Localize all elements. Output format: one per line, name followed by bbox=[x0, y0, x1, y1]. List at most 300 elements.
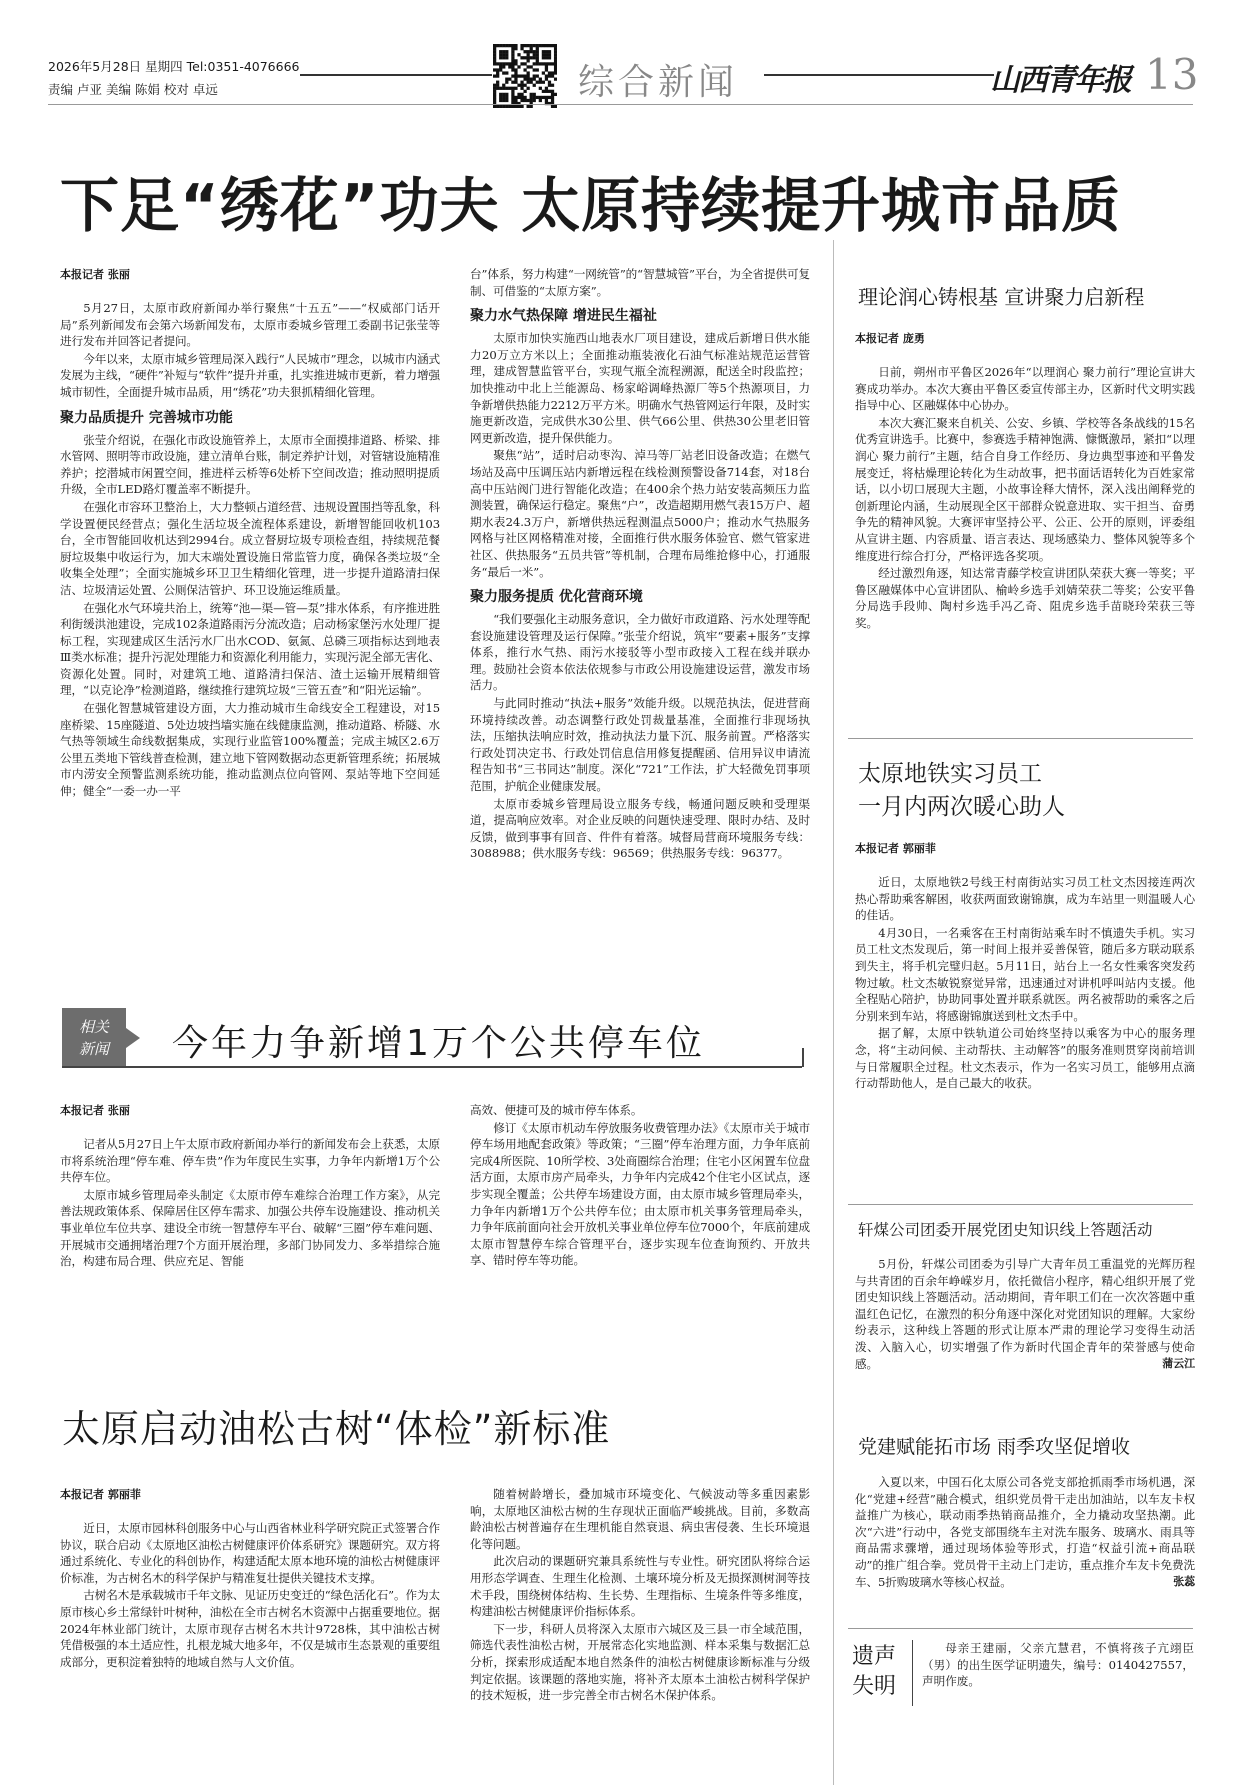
qr-module bbox=[505, 53, 508, 56]
qr-module bbox=[527, 59, 530, 62]
qr-module bbox=[493, 53, 496, 56]
qr-module bbox=[530, 81, 533, 84]
qr-module bbox=[551, 84, 554, 87]
qr-module bbox=[520, 93, 523, 96]
paragraph: 本次大赛汇聚来自机关、公安、乡镇、学校等各条战线的15名优秀宣讲选手。比赛中，参赛选手精神饱满、慷慨激昂，紧扣“以理润心 聚力前行”主题，结合自身工作经历、身边典型事迹和平鲁发展变迁，将枯燥理论转化为生动故事，把书面话语转化为百姓家常话，以小切口展现大主题，小故事诠释大情怀，深入浅出阐释党的创新理论内涵，生动展现全区干部群众锐意进取、实干担当、奋勇争先的精神风貌。大赛评审坚持公平、公正、公开的原则，评委组从宣讲主题、内容质量、语言表达、现场感染力、整体风貌等多个维度进行综合打分，严格评选各奖项。 bbox=[855, 415, 1195, 563]
sidebar-a2-body bbox=[855, 874, 1195, 1204]
qr-module bbox=[520, 96, 523, 99]
paragraph: 在强化智慧城管建设方面，大力推动城市生命线安全工程建设，对15座桥梁、15座隧道、5处边坡挡墙实施在线健康监测，推动道路、桥隧、水气热等领域生命线数据集成，实现行业监管100%覆盖；完成主城区2.6万公里五类地下管线普查检测，建立地下管网数据动态更新管理系统；拓展城市内涝安全预警监测系统功能，推动监测点位向管网、泵站等地下空间延伸；健全“一委一办一平 bbox=[60, 701, 440, 799]
qr-module bbox=[511, 56, 514, 59]
qr-module bbox=[493, 96, 496, 99]
subheading: 聚力水气热保障 增进民生福祉 bbox=[470, 308, 657, 325]
qr-module bbox=[551, 62, 554, 65]
qr-module bbox=[536, 62, 539, 65]
main-headline: 下足“绣花”功夫 太原持续提升城市品质 bbox=[60, 171, 1122, 240]
qr-module bbox=[523, 68, 526, 71]
qr-module bbox=[517, 74, 520, 77]
sidebar-a1-byline: 本报记者 庞勇 bbox=[855, 332, 925, 345]
sidebar-a1-body bbox=[855, 364, 1195, 709]
qr-module bbox=[511, 99, 514, 102]
qr-module bbox=[505, 105, 508, 108]
qr-module bbox=[545, 50, 548, 53]
qr-module bbox=[548, 53, 551, 56]
qr-module bbox=[505, 71, 508, 74]
tree-article-col1 bbox=[60, 1520, 440, 1760]
qr-module bbox=[508, 78, 511, 81]
qr-module bbox=[496, 62, 499, 65]
qr-module bbox=[554, 47, 557, 50]
qr-module bbox=[511, 44, 514, 47]
qr-module bbox=[496, 68, 499, 71]
qr-module bbox=[511, 62, 514, 65]
qr-module bbox=[511, 47, 514, 50]
qr-module bbox=[520, 74, 523, 77]
paragraph: 记者从5月27日上午太原市政府新闻办举行的新闻发布会上获悉，太原市将系统治理“停车难、停车贵”作为年度民生实事，力争年内新增1万个公共停车位。 bbox=[60, 1137, 440, 1185]
related-banner-rule-end bbox=[802, 1048, 804, 1067]
qr-module bbox=[551, 105, 554, 108]
paragraph: 经过激烈角逐，知达常青藤学校宣讲团队荣获大赛一等奖；平鲁区融媒体中心宣讲团队、榆岭乡选手刘婧荣获二等奖；公安平鲁分局选手段帅、陶村乡选手冯乙奇、阻虎乡选手苗晓玲荣获三等奖。 bbox=[855, 566, 1195, 630]
paragraph: 古树名木是承载城市千年文脉、见证历史变迁的“绿色活化石”。作为太原市核心乡土常绿针叶树种，油松在全市古树名木资源中占据重要地位。据2024年林业部门统计，太原市现存古树名木共计9728株，其中油松古树凭借极强的本土适应性，扎根龙城大地多年，不仅是城市生态景观的重要组成部分，更积淀着独特的地域自然与人文价值。 bbox=[60, 1588, 440, 1669]
qr-module bbox=[514, 78, 517, 81]
qr-module bbox=[493, 47, 496, 50]
qr-module bbox=[542, 44, 545, 47]
qr-module bbox=[551, 71, 554, 74]
qr-module bbox=[508, 65, 511, 68]
page-number: 13 bbox=[1145, 50, 1199, 99]
qr-module bbox=[539, 96, 542, 99]
related-headline: 今年力争新增1万个公共停车位 bbox=[172, 1023, 705, 1064]
paragraph: 随着树龄增长，叠加城市环境变化、气候波动等多重因素影响，太原地区油松古树的生存现状正面临严峻挑战。目前，多数高龄油松古树普遍存在生理机能自然衰退、病虫害侵袭、生长环境退化等问题。 bbox=[470, 1487, 810, 1551]
qr-module bbox=[505, 78, 508, 81]
qr-module bbox=[542, 53, 545, 56]
qr-module bbox=[539, 44, 542, 47]
qr-module bbox=[530, 78, 533, 81]
qr-module bbox=[536, 68, 539, 71]
qr-module bbox=[502, 56, 505, 59]
qr-module bbox=[514, 87, 517, 90]
qr-module bbox=[502, 53, 505, 56]
qr-module bbox=[527, 74, 530, 77]
qr-module bbox=[527, 71, 530, 74]
qr-module bbox=[551, 74, 554, 77]
qr-module bbox=[523, 78, 526, 81]
qr-module bbox=[511, 59, 514, 62]
qr-module bbox=[502, 65, 505, 68]
qr-module bbox=[554, 93, 557, 96]
qr-module bbox=[536, 56, 539, 59]
paragraph: 在强化水气环境共治上，统筹“池—渠—管—泵”排水体系，有序推进胜利街缓洪池建设，完成102条道路雨污分流改造；启动杨家堡污水处理厂提标工程，实现建成区生活污水厂出水COD、氨氮、总磷三项指标达到地表Ⅲ类水标准；提升污泥处理能力和资源化利用能力，实现污泥全部无害化、资源化处置。同时，对建筑工地、道路清扫保洁、渣土运输开展精细管理，“以克论净”检测道路，继续推行建筑垃圾“三管五查”和“阳光运输”。 bbox=[60, 600, 440, 698]
qr-module bbox=[511, 81, 514, 84]
qr-module bbox=[533, 74, 536, 77]
qr-module bbox=[548, 62, 551, 65]
qr-module bbox=[545, 96, 548, 99]
qr-module bbox=[545, 99, 548, 102]
qr-module bbox=[505, 99, 508, 102]
qr-module bbox=[554, 65, 557, 68]
qr-module bbox=[496, 87, 499, 90]
qr-module bbox=[496, 74, 499, 77]
qr-module bbox=[530, 56, 533, 59]
sidebar-a2-byline: 本报记者 郭丽菲 bbox=[855, 842, 936, 855]
qr-module bbox=[536, 47, 539, 50]
paper-name-logo: 山西青年报 bbox=[990, 63, 1130, 98]
qr-module bbox=[530, 65, 533, 68]
qr-module bbox=[551, 44, 554, 47]
qr-module bbox=[493, 87, 496, 90]
paragraph: 此次启动的课题研究兼具系统性与专业性。研究团队将综合运用形态学调查、生理生化检测、土壤环境分析及无损探测树洞等技术手段，围绕树体结构、生长势、生理指标、生境条件等多维度，构建油松古树健康评价指标体系。 bbox=[470, 1554, 810, 1619]
qr-module bbox=[523, 74, 526, 77]
sidebar-rule-1 bbox=[848, 738, 1193, 739]
qr-module bbox=[520, 105, 523, 108]
qr-module bbox=[496, 44, 499, 47]
qr-module bbox=[533, 99, 536, 102]
qr-module bbox=[551, 93, 554, 96]
qr-module bbox=[493, 44, 496, 47]
paragraph: 与此同时推动“执法+服务”效能升级。以规范执法，促进营商环境持续改善。动态调整行政处罚裁量基准，全面推行非现场执法，压缩执法响应时效，推动执法力量下沉、服务前置。严格落实行政处罚决定书、行政处罚信息信用修复提醒函、信用异议申请流程告知书“三书同达”制度。深化“721”工作法，扩大轻微免罚事项范围，护航企业健康发展。 bbox=[470, 696, 810, 794]
qr-module bbox=[511, 105, 514, 108]
qr-code-graphic bbox=[493, 44, 557, 108]
paragraph: 5月份，轩煤公司团委为引导广大青年员工重温党的光辉历程与共青团的百余年峥嵘岁月，依托微信小程序，精心组织开展了党团史知识线上答题活动。活动期间，青年职工们在一次次答题中重温红色记忆，在激烈的积分角逐中深化对党团知识的理解。大家纷纷表示，这种线上答题的形式让原本严肃的理论学习变得生动活泼、入脑入心，切实增强了作为新时代国企青年的荣誉感与使命感。 蒲云江 bbox=[855, 1257, 1195, 1371]
qr-module bbox=[548, 96, 551, 99]
qr-module bbox=[533, 50, 536, 53]
main-article-col1 bbox=[60, 300, 440, 990]
header-rule-left bbox=[300, 74, 492, 76]
qr-module bbox=[523, 90, 526, 93]
qr-module bbox=[517, 53, 520, 56]
qr-module bbox=[514, 47, 517, 50]
qr-module bbox=[499, 56, 502, 59]
qr-module bbox=[527, 105, 530, 108]
qr-module bbox=[508, 105, 511, 108]
paragraph: “我们要强化主动服务意识，全力做好市政道路、污水处理等配套设施建设管理及运行保障。”张莹介绍说，筑牢“要素+服务”支撑体系，推行水气热、雨污水接驳等小型市政接入工程在线并联办理。鼓励社会资本依法依规参与市政公用设施建设运营，激发市场活力。 bbox=[470, 612, 810, 693]
qr-module bbox=[548, 81, 551, 84]
paragraph: 台”体系，努力构建“一网统管”的“智慧城管”平台，为全省提供可复制、可借鉴的“太原方案”。 bbox=[470, 267, 810, 298]
qr-module bbox=[511, 65, 514, 68]
qr-module bbox=[551, 90, 554, 93]
qr-module bbox=[554, 53, 557, 56]
qr-module bbox=[530, 47, 533, 50]
qr-module bbox=[545, 74, 548, 77]
qr-module bbox=[514, 68, 517, 71]
qr-module bbox=[536, 50, 539, 53]
qr-module bbox=[499, 96, 502, 99]
qr-module bbox=[527, 78, 530, 81]
qr-module bbox=[520, 56, 523, 59]
qr-module bbox=[502, 50, 505, 53]
qr-module bbox=[517, 65, 520, 68]
qr-module bbox=[527, 65, 530, 68]
related-tag-arrow bbox=[126, 1028, 140, 1048]
qr-module bbox=[517, 93, 520, 96]
qr-module bbox=[554, 50, 557, 53]
qr-module bbox=[523, 50, 526, 53]
qr-module bbox=[530, 105, 533, 108]
qr-module bbox=[523, 84, 526, 87]
qr-module bbox=[514, 96, 517, 99]
subheading: 聚力服务提质 优化营商环境 bbox=[470, 589, 643, 606]
related-article-col1 bbox=[60, 1136, 440, 1346]
qr-module bbox=[499, 65, 502, 68]
qr-module bbox=[499, 87, 502, 90]
qr-module bbox=[511, 68, 514, 71]
qr-module bbox=[511, 87, 514, 90]
qr-module bbox=[542, 96, 545, 99]
qr-module bbox=[527, 50, 530, 53]
qr-module bbox=[514, 74, 517, 77]
qr-module bbox=[523, 56, 526, 59]
qr-module bbox=[548, 71, 551, 74]
qr-module bbox=[545, 62, 548, 65]
qr-module bbox=[533, 96, 536, 99]
qr-module bbox=[542, 71, 545, 74]
qr-module bbox=[493, 93, 496, 96]
paragraph: 近日，太原地铁2号线王村南街站实习员工杜文杰因接连两次热心帮助乘客解困，收获两面致谢锦旗，成为车站里一则温暖人心的佳话。 bbox=[855, 875, 1195, 923]
qr-module bbox=[520, 44, 523, 47]
header-bottom-rule bbox=[48, 104, 1193, 105]
qr-module bbox=[493, 50, 496, 53]
header-rule-right bbox=[764, 74, 994, 76]
qr-module bbox=[530, 93, 533, 96]
qr-module bbox=[539, 87, 542, 90]
qr-module bbox=[505, 56, 508, 59]
qr-module bbox=[545, 90, 548, 93]
qr-module bbox=[493, 90, 496, 93]
notice-text: 母亲王建丽，父亲亢慧君，不慎将孩子亢翊臣（男）的出生医学证明遗失，编号：0140427557，声明作废。 bbox=[922, 1641, 1194, 1689]
qr-module bbox=[520, 62, 523, 65]
qr-module bbox=[520, 99, 523, 102]
qr-module bbox=[527, 56, 530, 59]
qr-module bbox=[548, 50, 551, 53]
paragraph: 张莹介绍说，在强化市政设施管养上，太原市全面摸排道路、桥梁、排水管网、照明等市政设施，建立清单台账，制定养护计划，对管辖设施精准养护；挖潜城市闲置空间，推进样云桥等6处桥下空间改造；推动照明提质升级，全市LED路灯覆盖率不断提升。 bbox=[60, 432, 440, 497]
qr-module bbox=[545, 78, 548, 81]
paragraph: 今年以来，太原市城乡管理局深入践行“人民城市”理念，以城市内涵式发展为主线，“硬件”补短与“软件”提升并重，扎实推进城市更新，着力增强城市韧性，全面提升城市品质，用“绣花”功夫狠抓精细化管理。 bbox=[60, 351, 440, 399]
qr-module bbox=[502, 93, 505, 96]
qr-module bbox=[545, 44, 548, 47]
qr-module bbox=[527, 99, 530, 102]
header-editors: 责编 卢亚 美编 陈娟 校对 卓远 bbox=[48, 82, 218, 97]
qr-module bbox=[533, 62, 536, 65]
qr-module bbox=[545, 87, 548, 90]
qr-module bbox=[530, 44, 533, 47]
qr-module bbox=[520, 47, 523, 50]
main-byline: 本报记者 张丽 bbox=[60, 268, 130, 281]
qr-module bbox=[520, 81, 523, 84]
qr-module bbox=[499, 62, 502, 65]
qr-module bbox=[493, 56, 496, 59]
qr-module bbox=[496, 105, 499, 108]
sidebar-a2-headline: 太原地铁实习员工 一月内两次暖心助人 bbox=[858, 761, 1065, 820]
column-divider bbox=[833, 240, 834, 1785]
qr-module bbox=[545, 65, 548, 68]
paragraph: 太原市城乡管理局牵头制定《太原市停车难综合治理工作方案》，从完善法规政策体系、保障居住区停车需求、加强公共停车设施建设、推动机关事业单位车位共享、建设全市统一智慧停车平台、破解“三圈”停车难问题、开展城市交通拥堵治理7个方面开展治理，多部门协同发力、多举措综合施治，构建布局合理、供应充足、智能 bbox=[60, 1187, 440, 1269]
qr-module bbox=[523, 99, 526, 102]
paragraph: 太原市加快实施西山地表水厂项目建设，建成后新增日供水能力20万立方米以上；全面推动瓶装液化石油气标准站规范运营管理，建成智慧监管平台，实现气瓶全流程溯源，配送全时段监控；加快推动中北上兰能源岛、杨家峪调峰热源厂等5个热源项目，力争新增供热能力2212万平方米。明确水气热管网运行年限，及时实施更新改造，完成供水30公里、供气66公里、供热30公里老旧管网更新改造，提升保供能力。 bbox=[470, 331, 810, 445]
qr-module bbox=[554, 56, 557, 59]
qr-module bbox=[536, 53, 539, 56]
main-article-col2 bbox=[470, 266, 810, 990]
qr-module bbox=[496, 71, 499, 74]
qr-module bbox=[514, 99, 517, 102]
qr-module bbox=[508, 44, 511, 47]
qr-module bbox=[499, 53, 502, 56]
qr-module bbox=[530, 96, 533, 99]
qr-module bbox=[499, 99, 502, 102]
qr-module bbox=[554, 68, 557, 71]
qr-module bbox=[493, 105, 496, 108]
qr-module bbox=[505, 96, 508, 99]
qr-module bbox=[502, 44, 505, 47]
qr-module bbox=[539, 78, 542, 81]
qr-module bbox=[554, 62, 557, 65]
qr-module bbox=[554, 44, 557, 47]
qr-module bbox=[517, 84, 520, 87]
qr-module bbox=[536, 81, 539, 84]
paragraph: 在强化市容环卫整治上，大力整顿占道经营、违规设置围挡等乱象，科学设置便民经营点；强化生活垃圾全流程体系建设，新增智能回收机103台，全市智能回收机达到2994台。成立督厨垃圾专项检查组，持续规范餐厨垃圾集中收运行为，加大末端处置设施日常监管力度，确保各类垃圾“全收集全处理”；全面实施城乡环卫卫生精细化管理，进一步提升道路清扫保洁、垃圾清运处置、公厕保洁管护、环卫设施运维质量。 bbox=[60, 499, 440, 597]
qr-module bbox=[527, 44, 530, 47]
subheading: 聚力品质提升 完善城市功能 bbox=[60, 409, 233, 426]
qr-module bbox=[527, 87, 530, 90]
sidebar-rule-3 bbox=[848, 1628, 1193, 1629]
qr-module bbox=[502, 87, 505, 90]
qr-module bbox=[554, 78, 557, 81]
related-byline: 本报记者 张丽 bbox=[60, 1104, 130, 1117]
qr-module bbox=[511, 93, 514, 96]
qr-module bbox=[499, 105, 502, 108]
qr-module bbox=[505, 62, 508, 65]
notice-tag: 遗声 失明 bbox=[852, 1644, 897, 1699]
qr-module bbox=[545, 53, 548, 56]
qr-module bbox=[536, 44, 539, 47]
qr-module bbox=[499, 50, 502, 53]
qr-module bbox=[511, 90, 514, 93]
sidebar-a4-headline: 党建赋能拓市场 雨季攻坚促增收 bbox=[858, 1436, 1131, 1458]
qr-module bbox=[496, 81, 499, 84]
qr-module bbox=[539, 81, 542, 84]
qr-module bbox=[533, 56, 536, 59]
related-banner-rule bbox=[62, 1066, 802, 1068]
qr-module bbox=[533, 68, 536, 71]
qr-module bbox=[514, 44, 517, 47]
qr-module bbox=[508, 62, 511, 65]
qr-module bbox=[517, 96, 520, 99]
qr-module bbox=[514, 71, 517, 74]
paragraph: 入夏以来，中国石化太原公司各党支部抢抓雨季市场机遇，深化“党建+经营”融合模式，组织党员骨干走出加油站，以车友卡权益推广为核心，联动雨季热销商品推介，全力撬动攻坚热潮。此次“六进”行动中，各党支部围绕车主对洗车服务、玻璃水、雨具等商品需求骤增，通过现场体验等形式，打造“权益引流+商品联动”的推广组合拳。党员骨干主动上门走访，重点推介车友卡免费洗车、5折购玻璃水等核心权益。 张蕊 bbox=[855, 1475, 1195, 1589]
paragraph: 日前，朔州市平鲁区2026年“以理润心 聚力前行”理论宣讲大赛成功举办。本次大赛由平鲁区委宣传部主办，区新时代文明实践指导中心、区融媒体中心协办。 bbox=[855, 365, 1195, 413]
qr-module bbox=[511, 50, 514, 53]
paragraph: 修订《太原市机动车停放服务收费管理办法》《太原市关于城市停车场用地配套政策》等政策；“三圈”停车治理方面，力争年底前完成4所医院、10所学校、3处商圈综合治理；住宅小区闲置车位盘活方面，太原市房产局牵头，力争年内完成42个住宅小区试点，逐步实现全覆盖；公共停车场建设方面，由太原市城乡管理局牵头，力争年内新增1万个公共停车位；由太原市机关事务管理局牵头，力争年底前面向社会开放机关事业单位停车位7000个，年底前建成太原市智慧停车综合管理平台，逐步实现车位查询预约、开放共享、错时停车等功能。 bbox=[470, 1120, 810, 1268]
qr-module bbox=[539, 99, 542, 102]
qr-module bbox=[533, 93, 536, 96]
qr-module bbox=[505, 50, 508, 53]
qr-module bbox=[548, 56, 551, 59]
qr-module bbox=[548, 90, 551, 93]
qr-module bbox=[511, 53, 514, 56]
qr-module bbox=[520, 84, 523, 87]
qr-module bbox=[542, 81, 545, 84]
qr-module bbox=[530, 99, 533, 102]
qr-module bbox=[499, 44, 502, 47]
qr-module bbox=[545, 56, 548, 59]
qr-module bbox=[502, 96, 505, 99]
qr-module bbox=[493, 84, 496, 87]
qr-module bbox=[533, 53, 536, 56]
author-signature: 张蕊 bbox=[1173, 1574, 1195, 1588]
qr-module bbox=[536, 96, 539, 99]
notice-divider bbox=[912, 1640, 913, 1706]
qr-module bbox=[551, 96, 554, 99]
qr-module bbox=[548, 44, 551, 47]
qr-module bbox=[499, 68, 502, 71]
sidebar-a1-headline: 理论润心铸根基 宣讲聚力启新程 bbox=[858, 285, 1145, 309]
qr-module bbox=[502, 62, 505, 65]
qr-module bbox=[499, 93, 502, 96]
qr-module bbox=[523, 44, 526, 47]
paragraph: 下一步，科研人员将深入太原市六城区及三县一市全域范围，筛选代表性油松古树，开展常态化实地监测、样本采集与数据汇总分析，探索形成适配本地自然条件的油松古树健康诊断标准与分级判定依据。该课题的落地实施，将补齐太原本土油松古树科学保护的技术短板，进一步完善全市古树名木保护体系。 bbox=[470, 1621, 810, 1703]
qr-module bbox=[505, 93, 508, 96]
qr-module bbox=[505, 44, 508, 47]
qr-module bbox=[493, 99, 496, 102]
qr-module bbox=[542, 56, 545, 59]
qr-module bbox=[520, 87, 523, 90]
paragraph: 4月30日，一名乘客在王村南街站乘车时不慎遗失手机。实习员工杜文杰发现后，第一时间上报并妥善保管，随后多方联动联系到失主，将手机完璧归赵。5月11日，站台上一名女性乘客突发药物过敏。杜文杰敏锐察觉异常，迅速通过对讲机呼叫站内支援。他全程贴心陪护，协助同事处置并联系就医。两名被帮助的乘客之后分别来到车站，将感谢锦旗送到杜文杰手中。 bbox=[855, 925, 1195, 1023]
qr-module bbox=[536, 59, 539, 62]
qr-module bbox=[514, 59, 517, 62]
sidebar-a3-body bbox=[855, 1256, 1195, 1426]
qr-module bbox=[514, 81, 517, 84]
qr-module bbox=[502, 71, 505, 74]
qr-module bbox=[496, 84, 499, 87]
qr-module bbox=[554, 105, 557, 108]
qr-module bbox=[508, 87, 511, 90]
qr-module bbox=[493, 68, 496, 71]
qr-module bbox=[523, 62, 526, 65]
qr-module bbox=[514, 62, 517, 65]
qr-module bbox=[530, 50, 533, 53]
tree-article-col2 bbox=[470, 1486, 810, 1760]
sidebar-a3-headline: 轩煤公司团委开展党团史知识线上答题活动 bbox=[858, 1221, 1153, 1239]
qr-module bbox=[505, 87, 508, 90]
related-article-col2 bbox=[470, 1102, 810, 1346]
qr-module bbox=[539, 62, 542, 65]
qr-module bbox=[527, 81, 530, 84]
qr-module bbox=[542, 90, 545, 93]
tree-byline: 本报记者 郭丽菲 bbox=[60, 1488, 141, 1501]
section-title: 综合新闻 bbox=[578, 62, 739, 103]
qr-module bbox=[554, 71, 557, 74]
qr-module bbox=[502, 84, 505, 87]
qr-module bbox=[533, 78, 536, 81]
sidebar-a4-body bbox=[855, 1474, 1195, 1620]
qr-module bbox=[514, 105, 517, 108]
qr-module bbox=[511, 74, 514, 77]
paragraph: 高效、便捷可及的城市停车体系。 bbox=[470, 1103, 643, 1117]
qr-module bbox=[493, 59, 496, 62]
paragraph: 5月27日，太原市政府新闻办举行聚焦“十五五”——“权威部门话开局”系列新闻发布会第六场新闻发布，太原市委城乡管理工委副书记张莹等进行发布并回答记者提问。 bbox=[60, 301, 440, 349]
qr-module bbox=[533, 44, 536, 47]
qr-module bbox=[548, 84, 551, 87]
related-tag: 相关 新闻 bbox=[62, 1008, 126, 1068]
qr-module bbox=[548, 74, 551, 77]
qr-module bbox=[542, 62, 545, 65]
qr-module bbox=[511, 96, 514, 99]
qr-module bbox=[536, 74, 539, 77]
qr-module bbox=[523, 96, 526, 99]
qr-module bbox=[527, 53, 530, 56]
qr-module bbox=[554, 59, 557, 62]
qr-module bbox=[502, 105, 505, 108]
qr-module bbox=[505, 81, 508, 84]
qr-module bbox=[533, 84, 536, 87]
